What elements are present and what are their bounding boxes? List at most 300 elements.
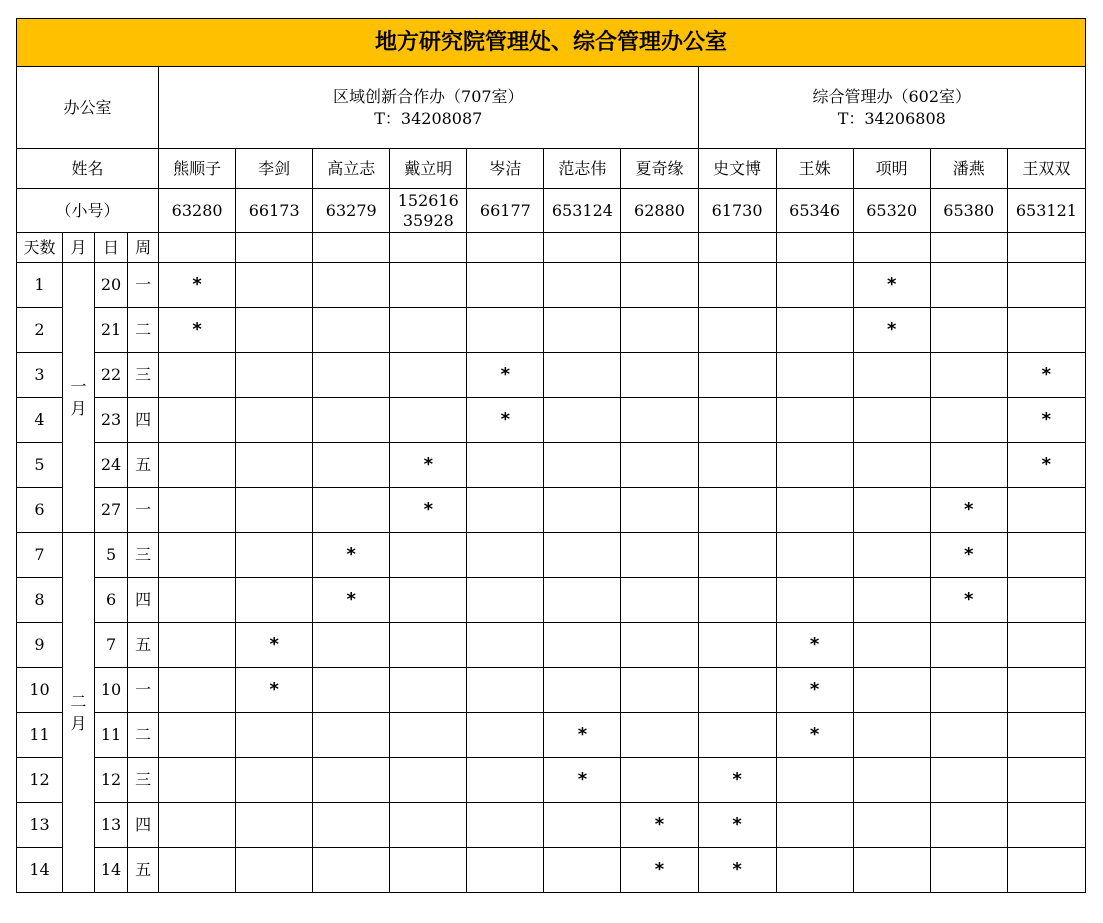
duty-cell	[776, 848, 853, 893]
duty-cell	[236, 848, 313, 893]
blank-cell	[930, 233, 1007, 263]
staff-name: 范志伟	[544, 149, 621, 189]
staff-ext: 63280	[159, 189, 236, 233]
sheet-title: 地方研究院管理处、综合管理办公室	[17, 19, 1086, 67]
duty-cell	[544, 758, 621, 803]
duty-cell	[853, 848, 930, 893]
day-count-cell: 9	[17, 623, 63, 668]
month-cell	[63, 533, 95, 893]
staff-ext: 62880	[621, 189, 698, 233]
table-row	[17, 803, 1086, 848]
duty-cell	[853, 353, 930, 398]
blank-cell	[698, 233, 776, 263]
duty-cell	[544, 578, 621, 623]
blank-cell	[544, 233, 621, 263]
duty-mark: *	[654, 814, 665, 836]
duty-mark: *	[809, 724, 820, 746]
staff-ext: 65380	[930, 189, 1007, 233]
duty-cell	[1007, 443, 1085, 488]
duty-cell	[159, 443, 236, 488]
duty-cell	[159, 398, 236, 443]
duty-cell	[698, 263, 776, 308]
day-count-cell: 10	[17, 668, 63, 713]
duty-mark: *	[1041, 454, 1052, 476]
weekday-cell: 四	[128, 803, 159, 848]
duty-cell	[544, 533, 621, 578]
staff-ext: 66173	[236, 189, 313, 233]
month-label-top: 二	[70, 691, 87, 711]
weekday-cell: 一	[128, 668, 159, 713]
duty-cell	[544, 668, 621, 713]
duty-cell	[1007, 353, 1085, 398]
day-count-cell: 2	[17, 308, 63, 353]
duty-cell	[236, 443, 313, 488]
duty-cell	[853, 488, 930, 533]
office-header	[159, 67, 698, 149]
duty-cell	[544, 398, 621, 443]
duty-cell	[853, 578, 930, 623]
duty-mark: *	[964, 499, 974, 521]
table-row	[17, 488, 1086, 533]
table-row	[17, 443, 1086, 488]
duty-cell	[698, 623, 776, 668]
day-cell: 22	[95, 353, 128, 398]
duty-cell	[698, 713, 776, 758]
duty-cell	[390, 353, 467, 398]
day-count-cell: 6	[17, 488, 63, 533]
duty-cell	[544, 353, 621, 398]
duty-cell	[698, 443, 776, 488]
duty-mark: *	[1041, 364, 1052, 386]
duty-cell	[621, 398, 698, 443]
duty-cell	[544, 803, 621, 848]
duty-cell	[621, 713, 698, 758]
day-count-cell: 1	[17, 263, 63, 308]
duty-cell	[467, 308, 544, 353]
duty-cell	[776, 713, 853, 758]
duty-cell	[930, 488, 1007, 533]
duty-cell	[776, 758, 853, 803]
duty-cell	[236, 263, 313, 308]
duty-cell	[390, 533, 467, 578]
duty-mark: *	[809, 634, 820, 656]
duty-cell	[313, 713, 390, 758]
duty-cell	[467, 848, 544, 893]
blank-cell	[1007, 233, 1085, 263]
duty-cell	[853, 623, 930, 668]
day-count-cell: 11	[17, 713, 63, 758]
table-row	[17, 308, 1086, 353]
duty-cell	[236, 713, 313, 758]
staff-name: 王姝	[776, 149, 853, 189]
staff-ext: 61730	[698, 189, 776, 233]
month-cell	[63, 263, 95, 533]
duty-cell	[467, 758, 544, 803]
day-cell: 13	[95, 803, 128, 848]
month-label-bottom: 月	[70, 398, 87, 418]
duty-mark: *	[886, 274, 897, 296]
duty-cell	[930, 308, 1007, 353]
duty-cell	[621, 488, 698, 533]
duty-cell	[159, 803, 236, 848]
weekday-cell: 三	[128, 533, 159, 578]
office-name: 区域创新合作办（707室）	[333, 86, 524, 106]
duty-cell	[313, 758, 390, 803]
day-count-cell: 3	[17, 353, 63, 398]
duty-cell	[853, 443, 930, 488]
col-header-day-count: 天数	[17, 233, 63, 263]
duty-cell	[776, 398, 853, 443]
duty-cell	[467, 713, 544, 758]
ext-label: （小号）	[17, 189, 159, 233]
staff-ext: 65320	[853, 189, 930, 233]
duty-cell	[236, 578, 313, 623]
duty-cell	[544, 488, 621, 533]
duty-cell	[853, 533, 930, 578]
duty-roster-table	[16, 18, 1086, 893]
duty-cell	[698, 353, 776, 398]
day-cell: 6	[95, 578, 128, 623]
duty-cell	[930, 623, 1007, 668]
staff-name: 熊顺子	[159, 149, 236, 189]
duty-cell	[313, 263, 390, 308]
col-header-weekday: 周	[128, 233, 159, 263]
duty-mark: *	[269, 634, 279, 656]
duty-cell	[390, 398, 467, 443]
staff-ext: 65346	[776, 189, 853, 233]
table-row	[17, 848, 1086, 893]
weekday-cell: 一	[128, 488, 159, 533]
duty-cell	[313, 848, 390, 893]
duty-cell	[621, 848, 698, 893]
staff-name: 王双双	[1007, 149, 1085, 189]
table-row	[17, 713, 1086, 758]
col-header-day: 日	[95, 233, 128, 263]
day-cell: 20	[95, 263, 128, 308]
day-count-cell: 8	[17, 578, 63, 623]
duty-cell	[236, 758, 313, 803]
duty-cell	[390, 488, 467, 533]
duty-mark: *	[192, 319, 202, 341]
duty-cell	[1007, 398, 1085, 443]
duty-mark: *	[886, 319, 897, 341]
duty-cell	[1007, 713, 1085, 758]
duty-mark: *	[346, 544, 356, 566]
duty-cell	[930, 353, 1007, 398]
day-cell: 7	[95, 623, 128, 668]
duty-mark: *	[423, 499, 433, 521]
weekday-cell: 三	[128, 353, 159, 398]
duty-cell	[467, 398, 544, 443]
weekday-cell: 二	[128, 713, 159, 758]
month-label-top: 一	[70, 376, 87, 396]
col-header-month: 月	[63, 233, 95, 263]
duty-cell	[467, 533, 544, 578]
duty-cell	[1007, 578, 1085, 623]
duty-cell	[159, 353, 236, 398]
duty-cell	[698, 308, 776, 353]
duty-cell	[930, 533, 1007, 578]
duty-cell	[621, 623, 698, 668]
duty-cell	[930, 713, 1007, 758]
duty-cell	[1007, 308, 1085, 353]
staff-ext-line: 152616	[397, 190, 459, 210]
duty-cell	[698, 398, 776, 443]
duty-cell	[159, 623, 236, 668]
weekday-cell: 四	[128, 578, 159, 623]
day-count-cell: 12	[17, 758, 63, 803]
duty-cell	[313, 623, 390, 668]
duty-cell	[236, 533, 313, 578]
duty-cell	[621, 668, 698, 713]
staff-name: 潘燕	[930, 149, 1007, 189]
day-cell: 27	[95, 488, 128, 533]
blank-cell	[776, 233, 853, 263]
duty-cell	[467, 668, 544, 713]
duty-cell	[1007, 758, 1085, 803]
duty-mark: *	[654, 859, 665, 881]
duty-cell	[467, 623, 544, 668]
duty-cell	[1007, 263, 1085, 308]
duty-cell	[159, 758, 236, 803]
blank-cell	[621, 233, 698, 263]
duty-cell	[621, 578, 698, 623]
duty-cell	[390, 263, 467, 308]
duty-cell	[698, 533, 776, 578]
duty-mark: *	[1041, 409, 1052, 431]
duty-mark: *	[732, 814, 742, 836]
duty-cell	[159, 578, 236, 623]
duty-cell	[313, 488, 390, 533]
duty-mark: *	[577, 769, 588, 791]
weekday-cell: 一	[128, 263, 159, 308]
duty-cell	[853, 758, 930, 803]
duty-cell	[776, 308, 853, 353]
weekday-cell: 五	[128, 623, 159, 668]
duty-cell	[467, 443, 544, 488]
weekday-cell: 二	[128, 308, 159, 353]
name-label: 姓名	[17, 149, 159, 189]
duty-cell	[1007, 488, 1085, 533]
duty-mark: *	[732, 769, 742, 791]
duty-cell	[467, 578, 544, 623]
duty-cell	[467, 488, 544, 533]
duty-cell	[390, 803, 467, 848]
duty-cell	[390, 443, 467, 488]
day-cell: 24	[95, 443, 128, 488]
duty-cell	[1007, 803, 1085, 848]
duty-cell	[313, 578, 390, 623]
duty-cell	[776, 488, 853, 533]
weekday-cell: 五	[128, 443, 159, 488]
duty-cell	[930, 758, 1007, 803]
staff-ext	[390, 189, 467, 233]
duty-cell	[544, 443, 621, 488]
table-row	[17, 668, 1086, 713]
duty-cell	[313, 668, 390, 713]
duty-cell	[236, 398, 313, 443]
duty-cell	[390, 308, 467, 353]
month-label-bottom: 月	[70, 713, 87, 733]
duty-cell	[390, 578, 467, 623]
staff-name: 史文博	[698, 149, 776, 189]
duty-cell	[313, 353, 390, 398]
duty-cell	[698, 668, 776, 713]
duty-cell	[853, 263, 930, 308]
duty-cell	[1007, 848, 1085, 893]
duty-cell	[159, 848, 236, 893]
duty-cell	[390, 623, 467, 668]
office-label: 办公室	[17, 67, 159, 149]
office-phone: T：34208087	[374, 108, 483, 128]
duty-cell	[1007, 623, 1085, 668]
duty-cell	[159, 533, 236, 578]
table-row	[17, 353, 1086, 398]
duty-mark: *	[192, 274, 202, 296]
table-row	[17, 263, 1086, 308]
blank-cell	[467, 233, 544, 263]
day-count-cell: 14	[17, 848, 63, 893]
duty-cell	[698, 758, 776, 803]
duty-cell	[698, 488, 776, 533]
duty-cell	[467, 263, 544, 308]
staff-ext: 63279	[313, 189, 390, 233]
table-row	[17, 398, 1086, 443]
table-row	[17, 623, 1086, 668]
duty-cell	[159, 308, 236, 353]
table-row	[17, 533, 1086, 578]
duty-cell	[390, 758, 467, 803]
duty-cell	[1007, 533, 1085, 578]
day-count-cell: 7	[17, 533, 63, 578]
duty-cell	[236, 668, 313, 713]
duty-cell	[776, 668, 853, 713]
duty-cell	[544, 263, 621, 308]
staff-ext: 653121	[1007, 189, 1085, 233]
day-cell: 11	[95, 713, 128, 758]
duty-cell	[853, 713, 930, 758]
duty-cell	[159, 713, 236, 758]
duty-cell	[1007, 668, 1085, 713]
duty-cell	[390, 713, 467, 758]
duty-cell	[159, 668, 236, 713]
duty-cell	[930, 263, 1007, 308]
duty-mark: *	[577, 724, 588, 746]
duty-mark: *	[964, 544, 974, 566]
duty-cell	[313, 398, 390, 443]
day-cell: 21	[95, 308, 128, 353]
duty-cell	[621, 263, 698, 308]
duty-cell	[313, 443, 390, 488]
duty-mark: *	[500, 409, 511, 431]
weekday-cell: 四	[128, 398, 159, 443]
duty-mark: *	[964, 589, 974, 611]
blank-cell	[313, 233, 390, 263]
staff-name: 高立志	[313, 149, 390, 189]
duty-cell	[544, 713, 621, 758]
duty-cell	[853, 803, 930, 848]
duty-cell	[544, 848, 621, 893]
day-count-cell: 5	[17, 443, 63, 488]
staff-name: 夏奇缘	[621, 149, 698, 189]
day-cell: 12	[95, 758, 128, 803]
blank-cell	[159, 233, 236, 263]
duty-cell	[159, 263, 236, 308]
duty-cell	[621, 533, 698, 578]
duty-cell	[621, 308, 698, 353]
blank-cell	[853, 233, 930, 263]
duty-cell	[159, 488, 236, 533]
duty-cell	[776, 443, 853, 488]
duty-cell	[390, 848, 467, 893]
duty-cell	[621, 758, 698, 803]
day-cell: 23	[95, 398, 128, 443]
duty-cell	[776, 578, 853, 623]
duty-mark: *	[423, 454, 433, 476]
duty-mark: *	[269, 679, 279, 701]
weekday-cell: 三	[128, 758, 159, 803]
duty-cell	[930, 848, 1007, 893]
duty-mark: *	[500, 364, 511, 386]
duty-cell	[776, 623, 853, 668]
duty-cell	[853, 308, 930, 353]
duty-cell	[390, 668, 467, 713]
table-row	[17, 578, 1086, 623]
staff-name: 李剑	[236, 149, 313, 189]
duty-cell	[544, 308, 621, 353]
duty-mark: *	[732, 859, 742, 881]
duty-cell	[776, 803, 853, 848]
duty-cell	[236, 488, 313, 533]
staff-name: 岑洁	[467, 149, 544, 189]
duty-cell	[776, 353, 853, 398]
duty-cell	[930, 578, 1007, 623]
duty-cell	[621, 353, 698, 398]
duty-cell	[698, 578, 776, 623]
staff-ext: 653124	[544, 189, 621, 233]
duty-cell	[853, 668, 930, 713]
duty-mark: *	[346, 589, 356, 611]
duty-cell	[313, 308, 390, 353]
staff-name: 戴立明	[390, 149, 467, 189]
duty-cell	[544, 623, 621, 668]
duty-cell	[776, 533, 853, 578]
duty-cell	[313, 533, 390, 578]
day-count-cell: 13	[17, 803, 63, 848]
day-count-cell: 4	[17, 398, 63, 443]
duty-cell	[313, 803, 390, 848]
day-cell: 14	[95, 848, 128, 893]
duty-cell	[236, 803, 313, 848]
duty-cell	[930, 443, 1007, 488]
day-cell: 5	[95, 533, 128, 578]
duty-cell	[853, 398, 930, 443]
day-cell: 10	[95, 668, 128, 713]
office-phone: T：34206808	[837, 108, 946, 128]
duty-cell	[621, 803, 698, 848]
table-row	[17, 758, 1086, 803]
duty-cell	[698, 848, 776, 893]
duty-cell	[236, 353, 313, 398]
duty-cell	[698, 803, 776, 848]
duty-cell	[930, 668, 1007, 713]
blank-cell	[390, 233, 467, 263]
office-name: 综合管理办（602室）	[812, 86, 972, 106]
duty-cell	[236, 308, 313, 353]
duty-cell	[467, 353, 544, 398]
blank-cell	[236, 233, 313, 263]
duty-mark: *	[809, 679, 820, 701]
